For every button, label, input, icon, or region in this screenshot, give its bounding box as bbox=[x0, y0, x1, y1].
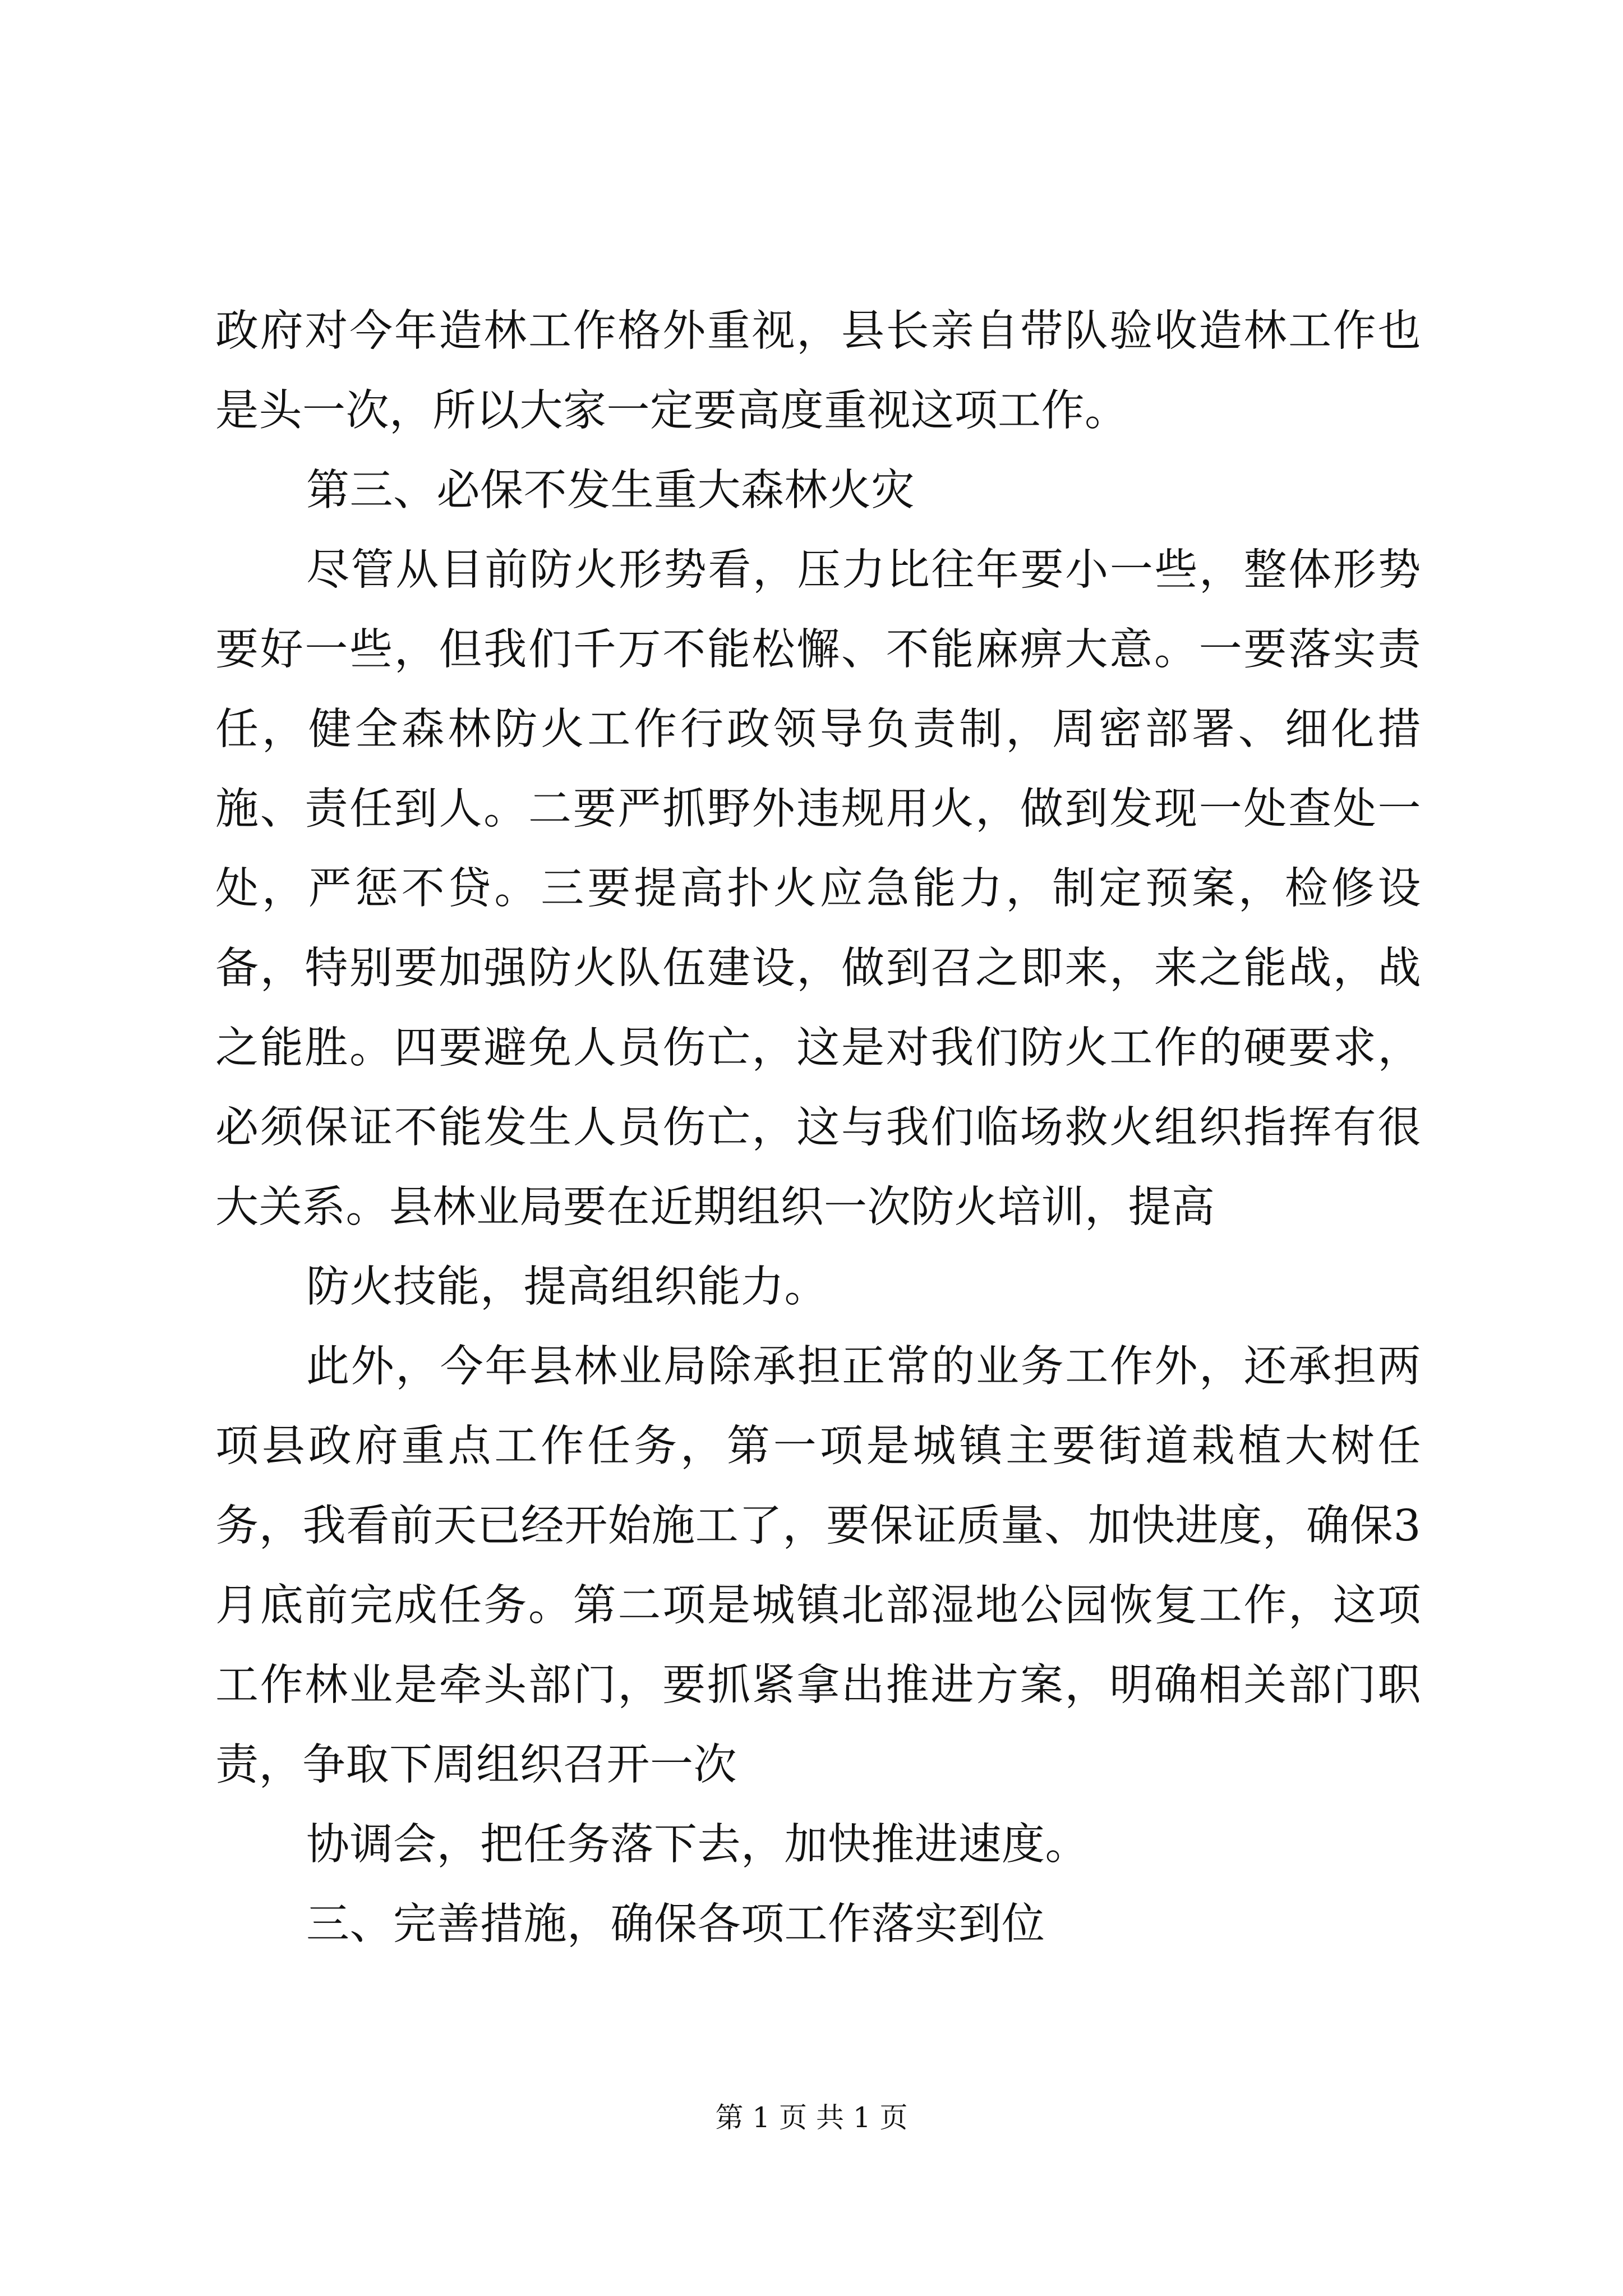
paragraph-additional-tasks: 此外，今年县林业局除承担正常的业务工作外，还承担两项县政府重点工作任务，第一项是城镇主要街道栽植大树任务，我看前天已经开始施工了，要保证质量、加快进度，确保3月底前完成任务。第二项是城镇北部湿地公园恢复工作，这项工作林业是牵头部门，要抓紧拿出推进方案，明确相关部门职责，争取下周组织召开一次 bbox=[215, 1342, 1421, 1790]
paragraph-coordination: 协调会，把任务落下去，加快推进速度。 bbox=[306, 1820, 1089, 1870]
section-heading-measures: 三、完善措施，确保各项工作落实到位 bbox=[306, 1899, 1045, 1949]
paragraph-fire-prevention: 尽管从目前防火形势看，压力比往年要小一些，整体形势要好一些，但我们千万不能松懈、不能麻痹大意。一要落实责任，健全森林防火工作行政领导负责制，周密部署、细化措施、责任到人。二要严抓野外违规用火，做到发现一处查处一处，严惩不贷。三要提高扑火应急能力，制定预案，检修设备，特别要加强防火队伍建设，做到召之即来，来之能战，战之能胜。四要避免人员伤亡，这是对我们防火工作的硬要求，必须保证不能发生人员伤亡，这与我们临场救火组织指挥有很大关系。县林业局要在近期组织一次防火培训，提高 bbox=[215, 545, 1421, 1232]
paragraph-continuation: 政府对今年造林工作格外重视，县长亲自带队验收造林工作也是头一次，所以大家一定要高度重视这项工作。 bbox=[215, 306, 1421, 436]
document-body bbox=[215, 292, 1421, 1964]
page-number-footer: 第 1 页 共 1 页 bbox=[715, 2101, 908, 2134]
section-heading-third: 第三、必保不发生重大森林火灾 bbox=[306, 466, 915, 516]
paragraph-fire-skills: 防火技能，提高组织能力。 bbox=[306, 1262, 828, 1312]
